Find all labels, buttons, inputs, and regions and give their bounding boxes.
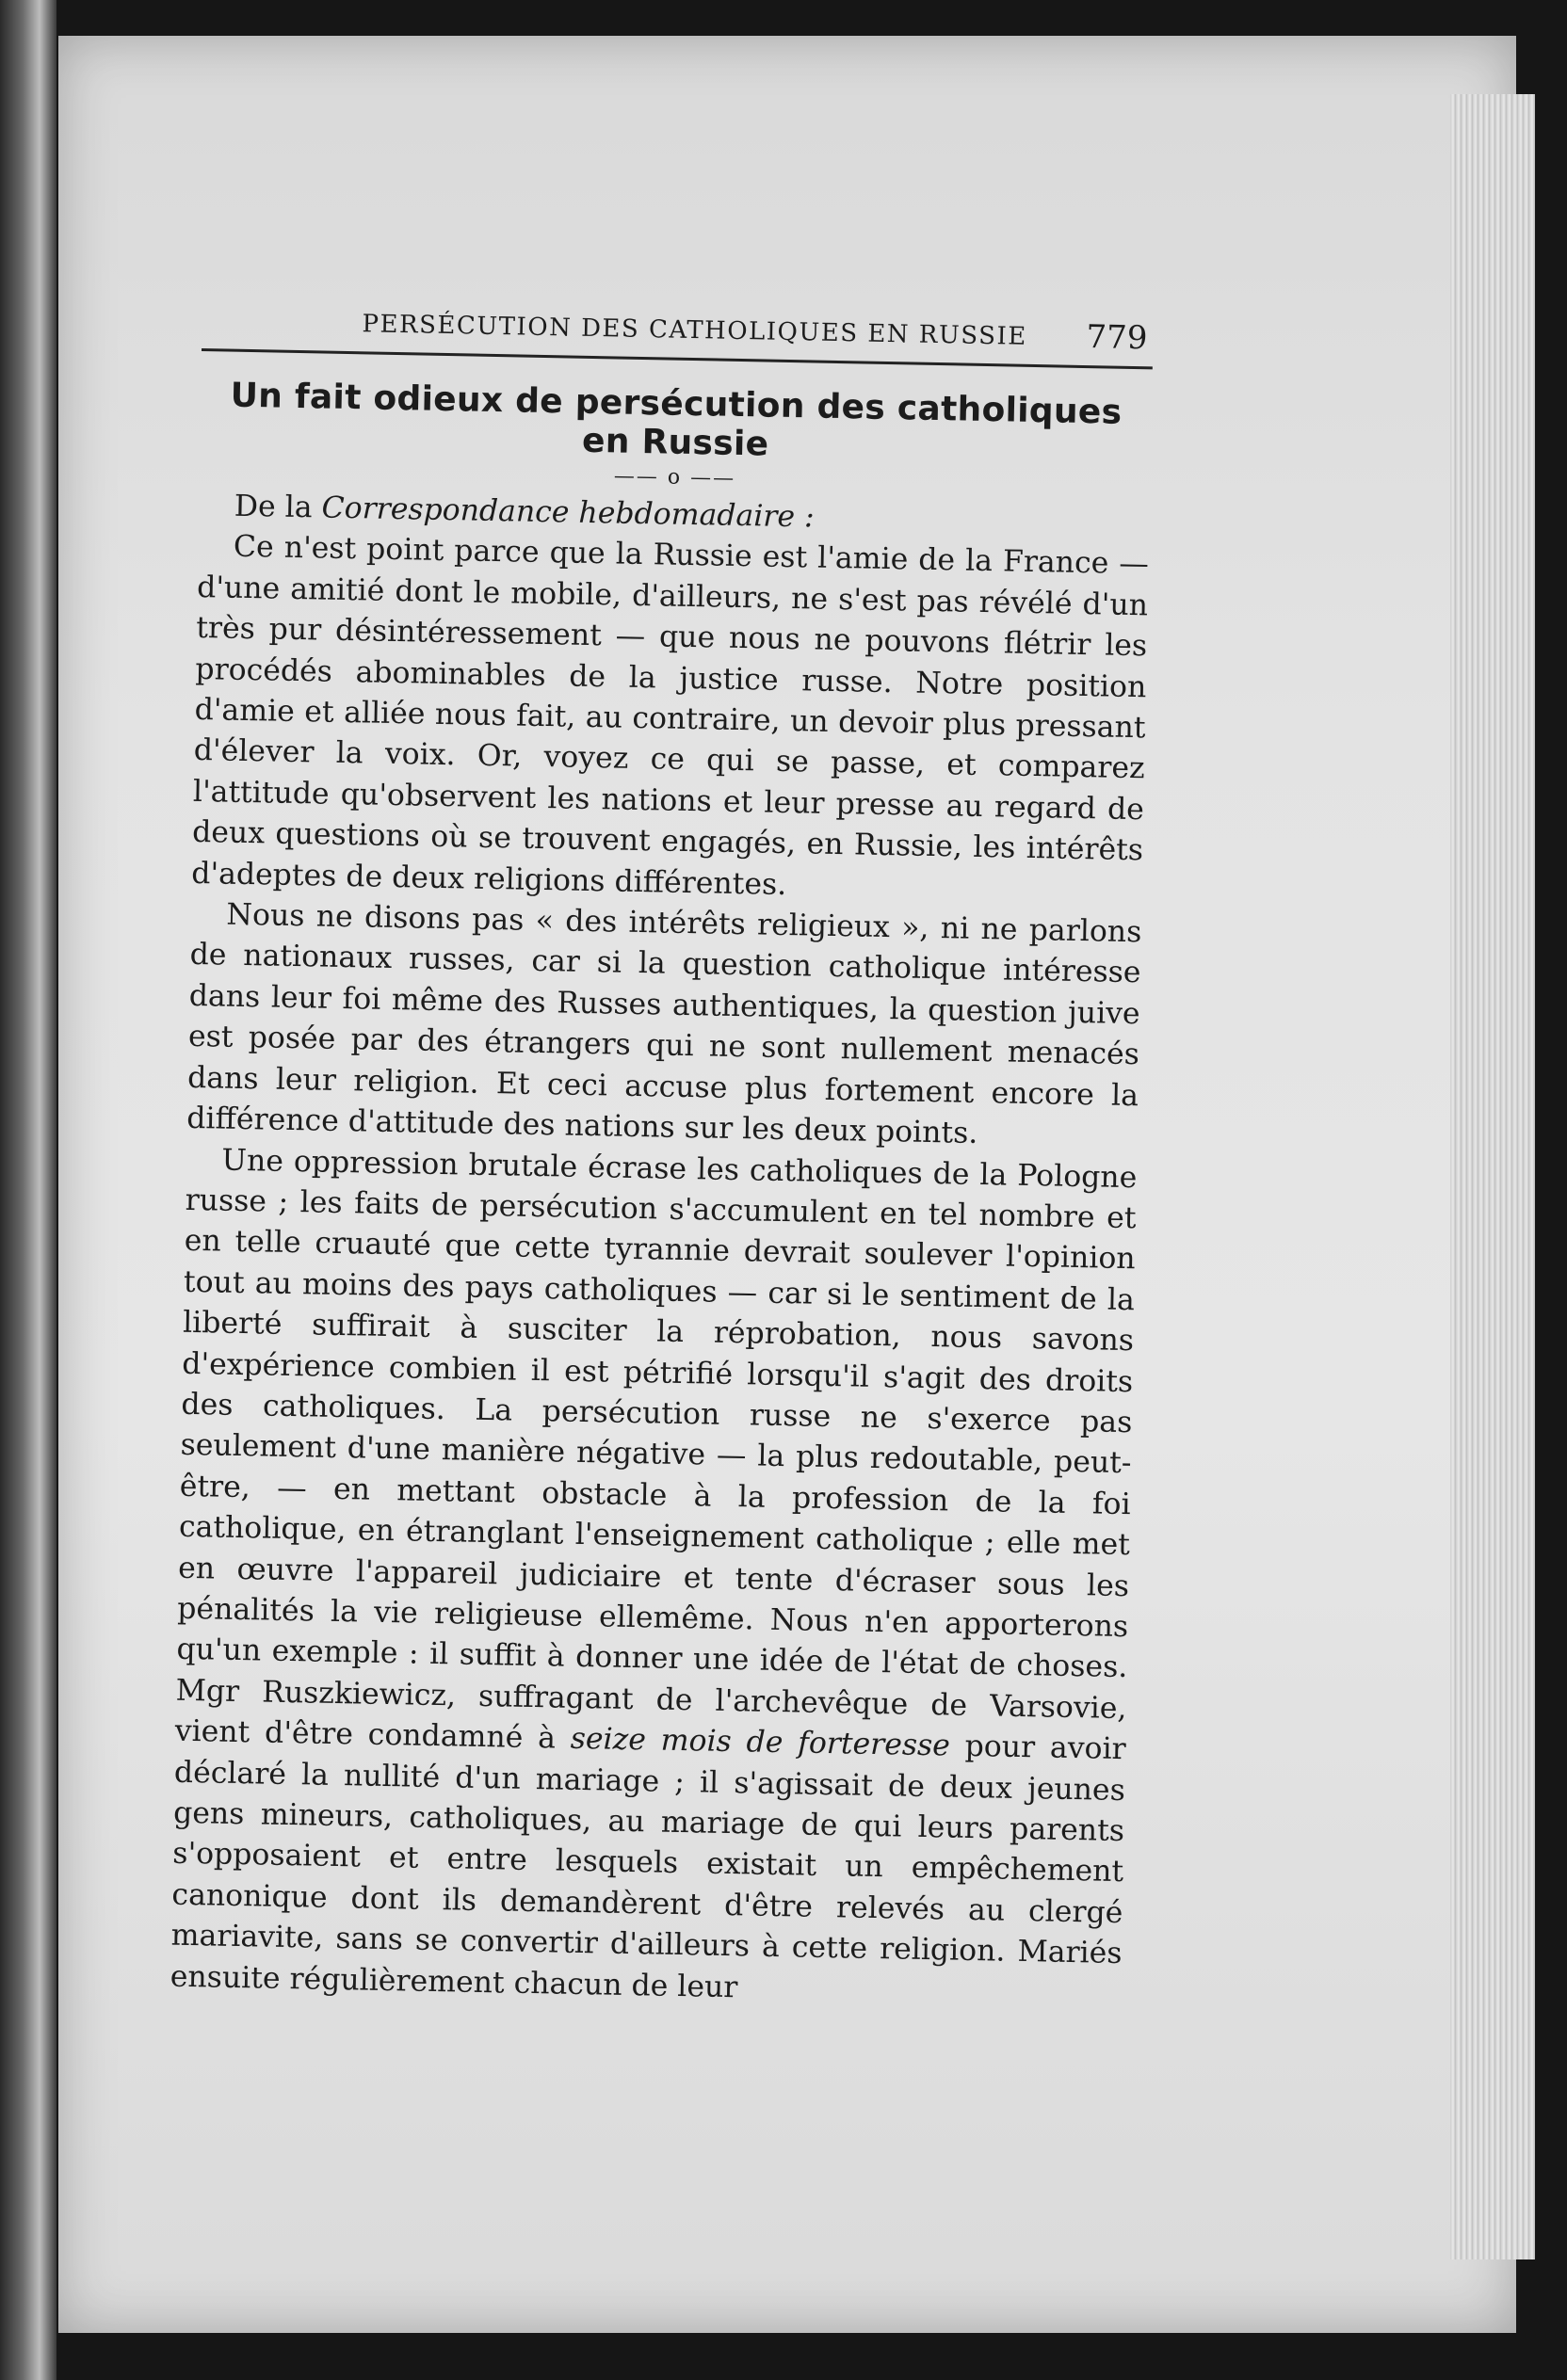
page-stack-edge [1450, 94, 1535, 2259]
paragraph-3-text-after: pour avoir déclaré la nullité d'un mariage ; il s'agissait de deux jeunes gens mineurs, catholiques, au mariage de qui leurs parents s'opposaient et entre lesquels existait un empêchement canonique dont ils demandèrent d'être relevés au clergé mariavite, sans se convertir d'ailleurs à cette religion. Mariés ensuite régulièrement chacun de leur [170, 1729, 1126, 2004]
page-text-block [170, 301, 1153, 2016]
paragraph-2: Nous ne disons pas « des intérêts religieux », ni ne parlons de nationaux russes, car si la question catholique intéresse dans leur foi même des Russes authentiques, la question juive est posée par des étrangers qui ne sont nullement menacés dans leur religion. Et ceci accuse plus fortement encore la différence d'attitude des nations sur les deux points. [186, 897, 1142, 1151]
paragraph-3-text-before: Une oppression brutale écrase les catholiques de la Pologne russe ; les faits de persécution s'accumulent en tel nombre et en telle cruauté que cette tyrannie devrait soulever l'opinion tout au moins des pays catholiques — car si le sentiment de la liberté suffirait à susciter la réprobation, nous savons d'expérience combien il est pétrifié lorsqu'il s'agit des droits des catholiques. La persécution russe ne s'exerce pas seulement d'une manière négative — la plus redoutable, peut-être, — en mettant obstacle à la profession de la foi catholique, en étranglant l'enseignement catholique ; elle met en œuvre l'appareil judiciaire et tente d'écraser sous les pénalités la vie religieuse ellemême. Nous n'en apporterons qu'un exemple : il suffit à donner une idée de l'état de choses. Mgr Ruszkiewicz, suffragant de l'archevêque de Varsovie, vient d'être condamné à [174, 1143, 1138, 1756]
page-number: 779 [1086, 318, 1148, 358]
article-title: Un fait odieux de persécution des catholiques en Russie [230, 376, 1123, 464]
paragraph-3 [170, 1139, 1137, 2016]
title-separator: —— o —— [613, 464, 736, 490]
paragraph-3-italic: seize mois de forteresse [570, 1721, 951, 1763]
source-prefix: De la [234, 489, 322, 525]
previous-page-edge [0, 0, 57, 2380]
running-head-title: PERSÉCUTION DES CATHOLIQUES EN RUSSIE [362, 310, 1028, 351]
source-name: Correspondance hebdomadaire : [321, 490, 815, 535]
paragraph-1: Ce n'est point parce que la Russie est l'amie de la France — d'une amitié dont le mobile, d'ailleurs, ne s'est pas révélé d'un très pur désintéressement — que nous ne pouvons flétrir les procédés abominables de la justice russe. Notre position d'amie et alliée nous fait, au contraire, un devoir plus pressant d'élever la voix. Or, voyez ce qui se passe, et comparez l'attitude qu'observent les nations et leur presse au regard de deux questions où se trouvent engagés, en Russie, les intérêts d'adeptes de deux religions différentes. [190, 530, 1150, 902]
